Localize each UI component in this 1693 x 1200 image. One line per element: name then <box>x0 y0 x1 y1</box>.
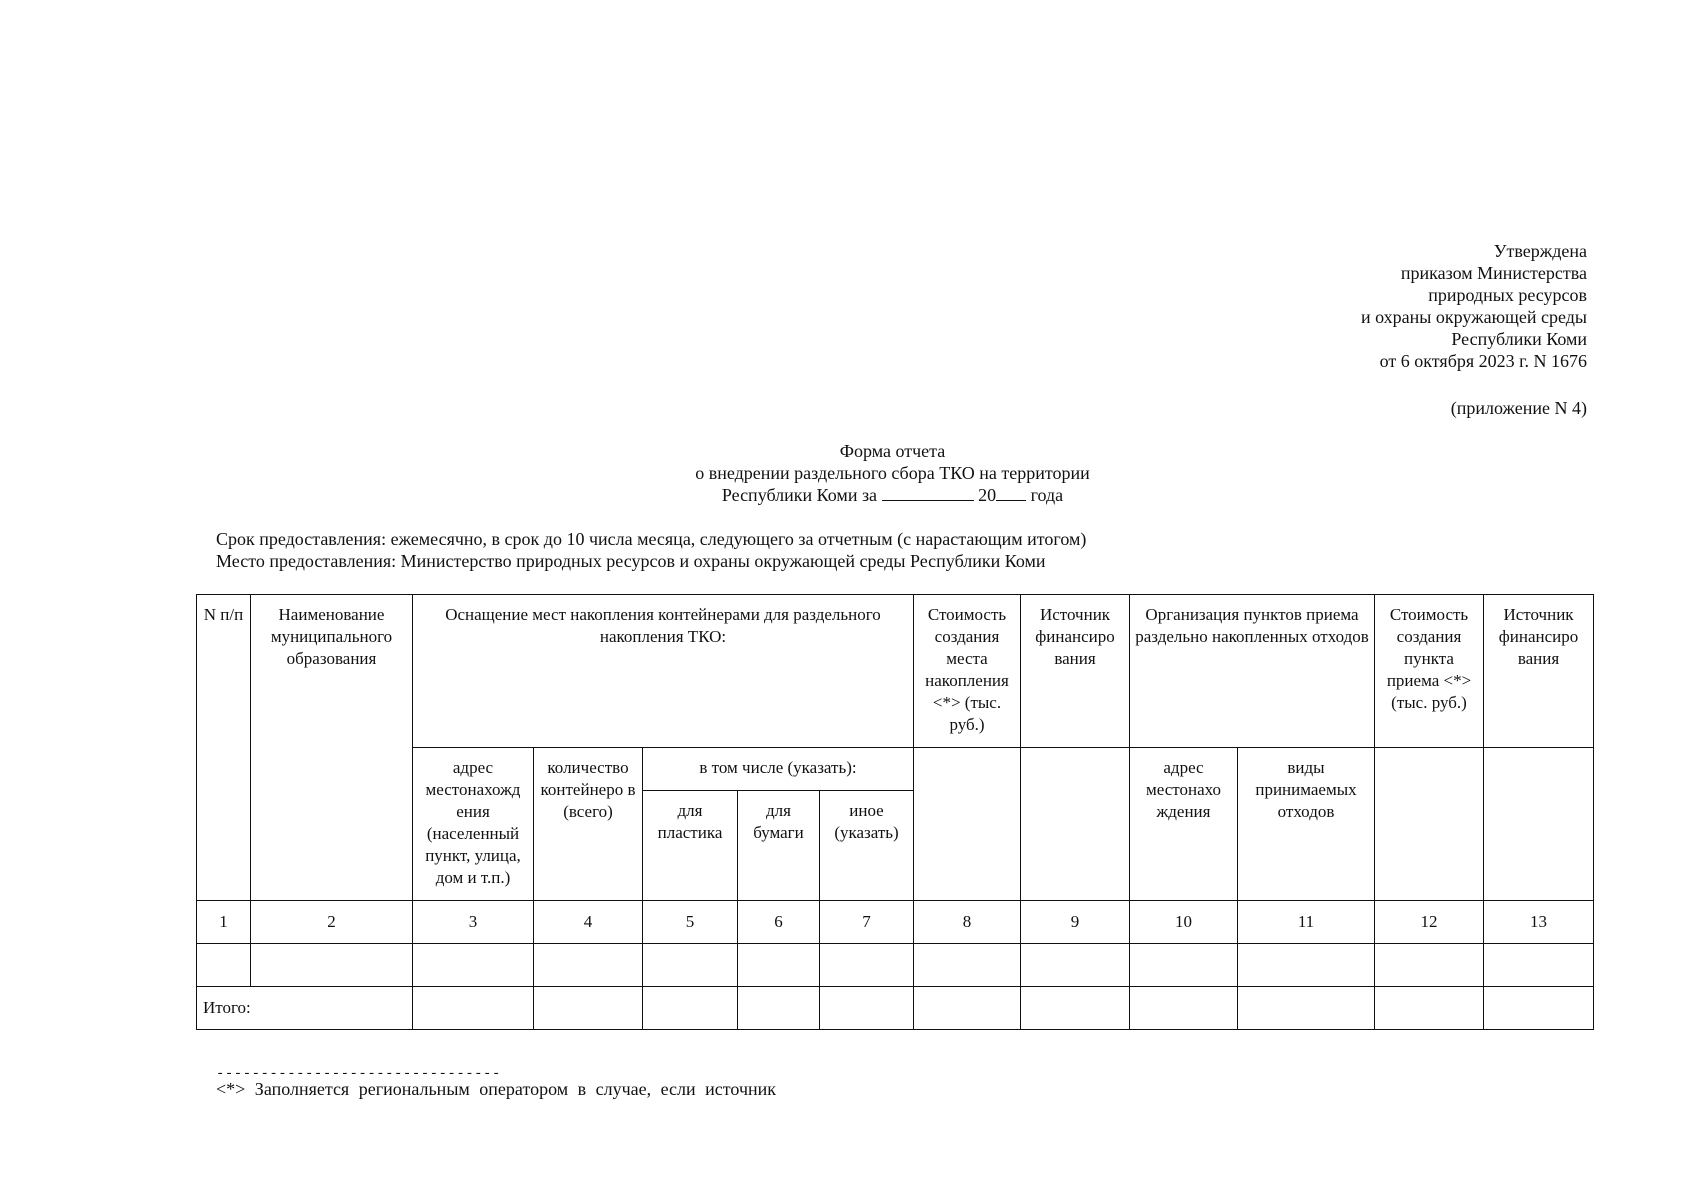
column-number: 3 <box>413 901 534 944</box>
total-cell[interactable] <box>534 987 643 1030</box>
data-cell[interactable] <box>1021 944 1130 987</box>
header-empty-cell <box>1375 748 1484 901</box>
column-number: 12 <box>1375 901 1484 944</box>
total-cell[interactable] <box>1238 987 1375 1030</box>
approval-line: Республики Коми <box>1451 329 1587 349</box>
footnote-separator: -------------------------------- <box>216 1066 501 1082</box>
total-cell[interactable] <box>643 987 738 1030</box>
table-row <box>197 944 1594 987</box>
header-empty-cell <box>1021 748 1130 901</box>
header-empty-cell <box>1484 748 1594 901</box>
header-cost-site: Стоимость создания места накопления <*> (тыс. руб.) <box>914 595 1021 748</box>
data-cell[interactable] <box>1130 944 1238 987</box>
column-number: 7 <box>820 901 914 944</box>
header-num: N п/п <box>197 595 251 901</box>
data-cell[interactable] <box>251 944 413 987</box>
header-point-address: адрес местонахо ждения <box>1130 748 1238 901</box>
deadline-text: Срок предоставления: ежемесячно, в срок до 10 числа месяца, следующего за отчетным (с нарастающим итогом) <box>216 529 1087 549</box>
total-cell[interactable] <box>738 987 820 1030</box>
header-count: количество контейнеро в (всего) <box>534 748 643 901</box>
data-cell[interactable] <box>1375 944 1484 987</box>
column-number: 2 <box>251 901 413 944</box>
data-cell[interactable] <box>914 944 1021 987</box>
data-cell[interactable] <box>738 944 820 987</box>
header-source-2: Источник финансиро вания <box>1484 595 1594 748</box>
approval-line: от 6 октября 2023 г. N 1676 <box>1379 351 1587 371</box>
approval-line: приказом Министерства <box>1400 263 1587 283</box>
data-cell[interactable] <box>820 944 914 987</box>
total-cell[interactable] <box>413 987 534 1030</box>
title-line-2: о внедрении раздельного сбора ТКО на территории <box>695 463 1090 483</box>
data-cell[interactable] <box>1484 944 1594 987</box>
total-cell[interactable] <box>1375 987 1484 1030</box>
header-other: иное (указать) <box>820 791 914 901</box>
column-number: 4 <box>534 901 643 944</box>
column-number: 1 <box>197 901 251 944</box>
header-plastic: для пластика <box>643 791 738 901</box>
column-number: 10 <box>1130 901 1238 944</box>
column-number: 13 <box>1484 901 1594 944</box>
approval-line: Утверждена <box>1493 241 1587 261</box>
column-number: 6 <box>738 901 820 944</box>
header-cost-point: Стоимость создания пункта приема <*> (тыс. руб.) <box>1375 595 1484 748</box>
header-address: адрес местонахожд ения (населенный пункт, улица, дом и т.п.) <box>413 748 534 901</box>
column-number: 9 <box>1021 901 1130 944</box>
data-cell[interactable] <box>643 944 738 987</box>
header-equipment: Оснащение мест накопления контейнерами для раздельного накопления ТКО: <box>413 595 914 748</box>
header-paper: для бумаги <box>738 791 820 901</box>
total-cell[interactable] <box>1484 987 1594 1030</box>
header-organization: Организация пунктов приема раздельно накопленных отходов <box>1130 595 1375 748</box>
period-blank-field[interactable] <box>882 484 974 501</box>
total-label: Итого: <box>197 987 413 1030</box>
title-prefix: Республики Коми за <box>721 485 878 505</box>
column-number: 11 <box>1238 901 1375 944</box>
header-empty-cell <box>914 748 1021 901</box>
report-table <box>196 594 1594 1030</box>
title-suffix: года <box>1030 485 1064 505</box>
appendix-label: (приложение N 4) <box>1450 398 1587 418</box>
approval-line: и охраны окружающей среды <box>1360 307 1587 327</box>
total-row <box>197 987 1594 1030</box>
data-cell[interactable] <box>534 944 643 987</box>
total-cell[interactable] <box>1021 987 1130 1030</box>
footnote-text: <*> Заполняется региональным оператором в случае, если источник <box>216 1079 777 1099</box>
total-cell[interactable] <box>914 987 1021 1030</box>
approval-line: природных ресурсов <box>1428 285 1587 305</box>
data-cell[interactable] <box>1238 944 1375 987</box>
form-title <box>0 440 1693 506</box>
header-including: в том числе (указать): <box>643 748 914 791</box>
data-cell[interactable] <box>197 944 251 987</box>
approval-block <box>1361 240 1587 372</box>
submission-info <box>216 528 1086 572</box>
year-blank-field[interactable] <box>996 484 1026 501</box>
title-line-1: Форма отчета <box>839 441 946 461</box>
total-cell[interactable] <box>1130 987 1238 1030</box>
total-cell[interactable] <box>820 987 914 1030</box>
header-waste-types: виды принимаемых отходов <box>1238 748 1375 901</box>
header-municipality: Наименование муниципального образования <box>251 595 413 901</box>
header-source-1: Источник финансиро вания <box>1021 595 1130 748</box>
column-number: 8 <box>914 901 1021 944</box>
data-cell[interactable] <box>413 944 534 987</box>
column-number: 5 <box>643 901 738 944</box>
place-text: Место предоставления: Министерство природных ресурсов и охраны окружающей среды Республики Коми <box>216 551 1046 571</box>
title-line-3 <box>0 484 1693 506</box>
year-prefix: 20 <box>978 485 997 505</box>
